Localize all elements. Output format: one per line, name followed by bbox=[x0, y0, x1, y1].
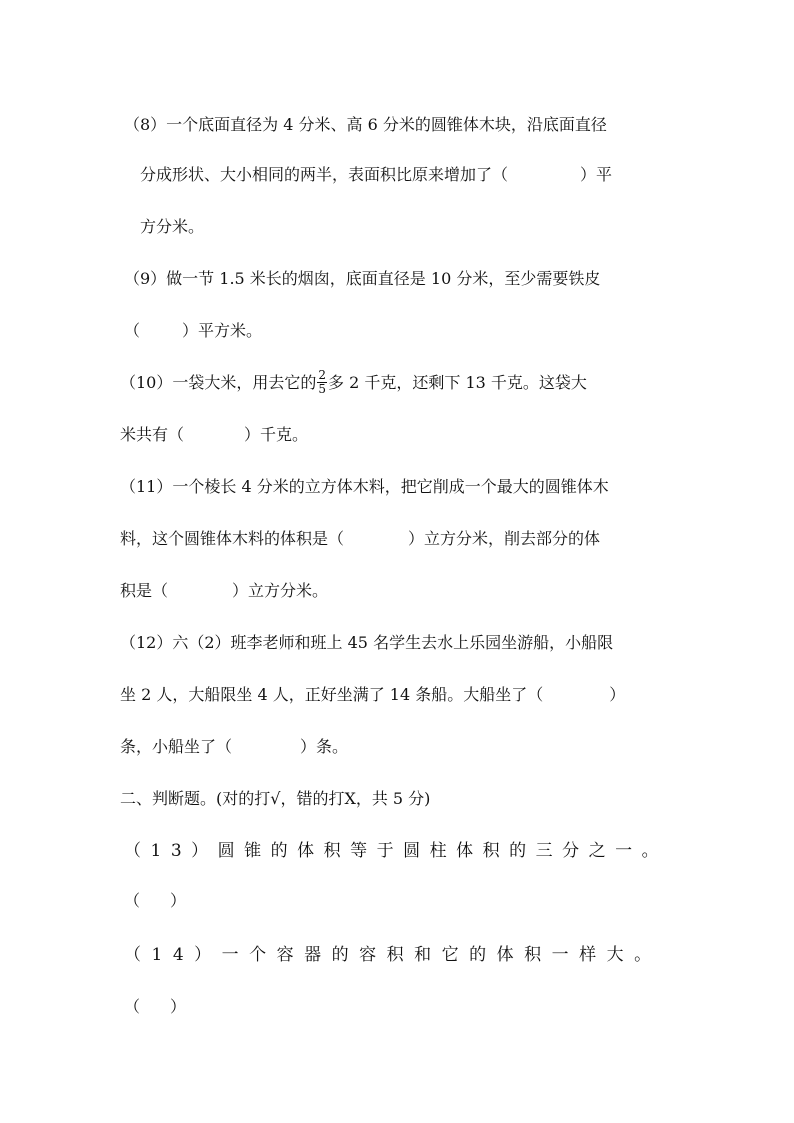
q10-text-after-blank: ）千克。 bbox=[244, 425, 309, 444]
section-2-heading: 二、判断题。(对的打√，错的打X，共 5 分) bbox=[120, 789, 431, 808]
q10-line-2 bbox=[120, 424, 308, 446]
q13-line-1: （13）圆锥的体积等于圆柱体积的三分之一。 bbox=[124, 841, 669, 861]
q12-line-1: （12）六（2）班李老师和班上 45 名学生去水上乐园坐游船，小船限 bbox=[120, 633, 614, 652]
q13-open-paren: （ bbox=[124, 891, 141, 910]
q9-line-2 bbox=[124, 320, 262, 342]
q14-open-paren: （ bbox=[124, 997, 141, 1016]
q8-line-3: 方分米。 bbox=[140, 217, 205, 236]
q10-fraction-denominator: 5 bbox=[318, 382, 327, 396]
q9-open-paren: （ bbox=[124, 321, 141, 340]
q12-text-before-blank-1: 坐 2 人，大船限坐 4 人，正好坐满了 14 条船。大船坐了（ bbox=[120, 685, 544, 704]
q11-text-before-blank-1: 料，这个圆锥体木料的体积是（ bbox=[120, 529, 345, 548]
q11-text-after-blank-2: ）立方分米。 bbox=[232, 581, 329, 600]
q10-text-before-blank: 米共有（ bbox=[120, 425, 185, 444]
q13-close-paren: ） bbox=[170, 891, 187, 910]
q11-text-after-blank-1: ）立方分米，削去部分的体 bbox=[408, 529, 601, 548]
q11-text-before-blank-2: 积是（ bbox=[120, 581, 169, 600]
q12-line-3 bbox=[120, 736, 348, 758]
q14-line-1: （14）一个容器的容积和它的体积一样大。 bbox=[124, 945, 662, 965]
q14-line-2 bbox=[124, 996, 186, 1018]
q12-text-before-blank-2: 条，小船坐了（ bbox=[120, 737, 233, 756]
q8-line-1: （8）一个底面直径为 4 分米、高 6 分米的圆锥体木块，沿底面直径 bbox=[124, 115, 607, 134]
q10-text-before-fraction: （10）一袋大米，用去它的 bbox=[120, 373, 317, 392]
q11-line-1: （11）一个棱长 4 分米的立方体木料，把它削成一个最大的圆锥体木 bbox=[120, 477, 609, 496]
q12-close-paren-1: ） bbox=[609, 685, 626, 704]
q8-text-after-blank: ）平 bbox=[580, 165, 613, 184]
q14-close-paren: ） bbox=[170, 997, 187, 1016]
q11-line-2 bbox=[120, 528, 600, 550]
q9-line-1: （9）做一节 1.5 米长的烟囱，底面直径是 10 分米，至少需要铁皮 bbox=[124, 269, 601, 288]
q10-text-after-fraction: 多 2 千克，还剩下 13 千克。这袋大 bbox=[328, 373, 587, 392]
q12-text-after-blank-2: ）条。 bbox=[300, 737, 349, 756]
q10-line-1 bbox=[120, 370, 587, 397]
q11-line-3 bbox=[120, 580, 328, 602]
q10-fraction bbox=[317, 369, 327, 396]
q12-line-2 bbox=[120, 684, 625, 706]
q8-line-2 bbox=[140, 164, 612, 186]
q13-line-2 bbox=[124, 890, 186, 912]
q10-fraction-numerator: 2 bbox=[318, 368, 327, 382]
q9-text-after-blank: ）平方米。 bbox=[182, 321, 263, 340]
q8-text-before-blank: 分成形状、大小相同的两半，表面积比原来增加了（ bbox=[140, 165, 509, 184]
